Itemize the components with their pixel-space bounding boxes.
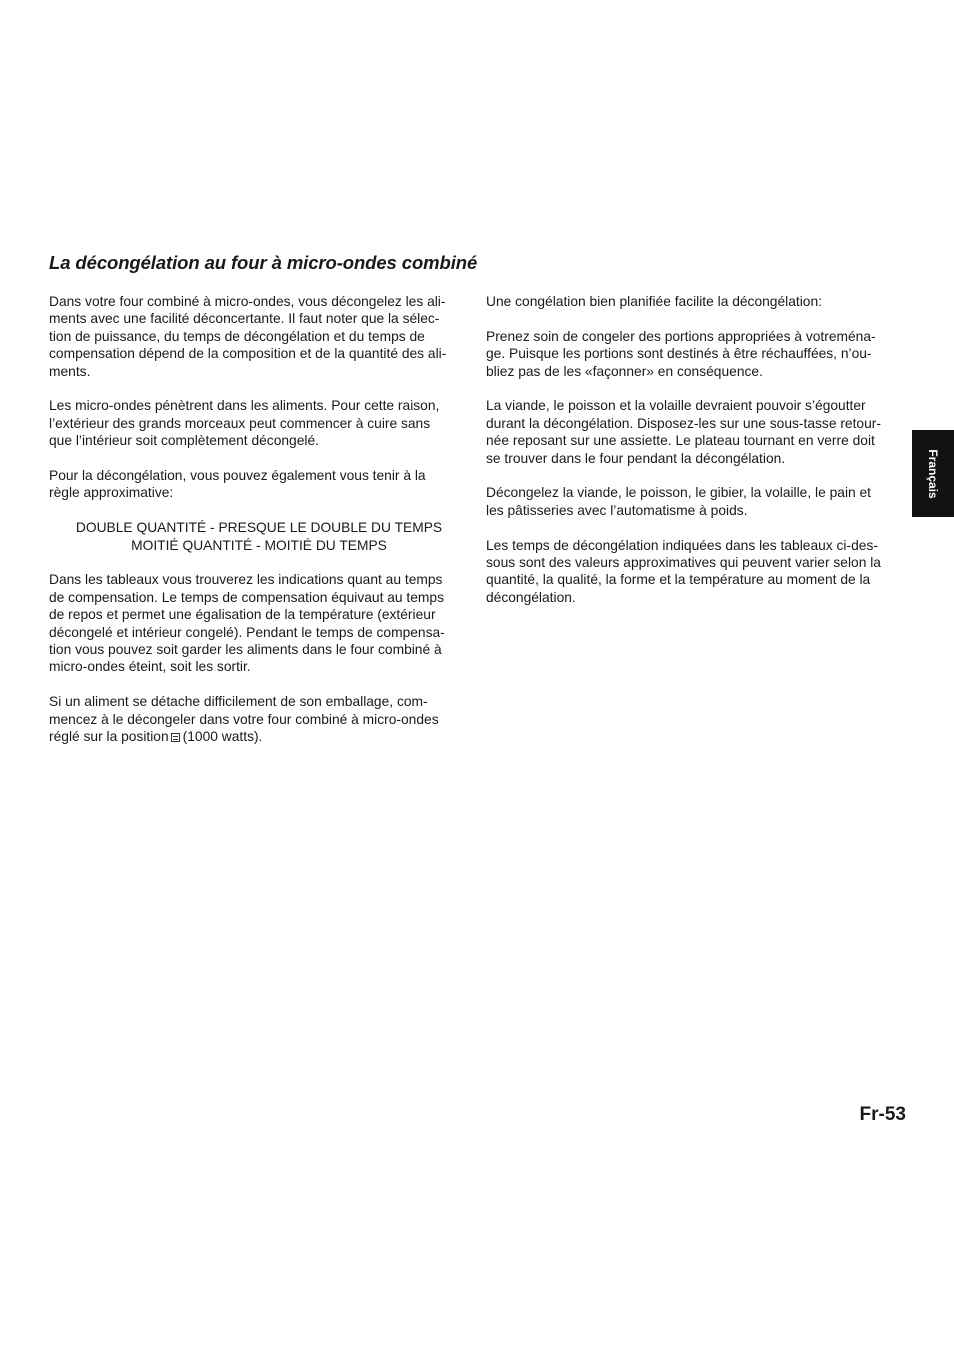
language-tab bbox=[912, 430, 954, 517]
page-number: Fr-53 bbox=[859, 1104, 906, 1125]
section-title: La décongélation au four à micro-ondes combiné bbox=[49, 252, 478, 273]
text-line: se trouver dans le four pendant la décongélation. bbox=[486, 450, 786, 466]
text-line: Les micro-ondes pénètrent dans les aliments. Pour cette raison, bbox=[49, 398, 440, 414]
language-tab-label: Français bbox=[926, 448, 940, 499]
text-line: décongelé et intérieur congelé). Pendant le temps de compensa- bbox=[49, 624, 445, 640]
text-line: de repos et permet une égalisation de la température (extérieur bbox=[49, 607, 436, 623]
paragraph bbox=[486, 397, 906, 467]
text-line: micro-ondes éteint, soit les sortir. bbox=[49, 659, 251, 675]
text-line: Pour la décongélation, vous pouvez également vous tenir à la bbox=[49, 468, 426, 484]
text-line: La viande, le poisson et la volaille devraient pouvoir s’égoutter bbox=[486, 398, 866, 414]
paragraph bbox=[486, 484, 906, 519]
paragraph bbox=[49, 397, 469, 449]
text-line: tion de puissance, du temps de décongélation et du temps de bbox=[49, 328, 425, 344]
text-line: mencez à le décongeler dans votre four combiné à micro-ondes bbox=[49, 711, 439, 727]
text-segment: (1000 watts). bbox=[182, 729, 263, 745]
paragraph bbox=[49, 693, 469, 745]
text-line: compensation dépend de la composition et de la quantité des ali- bbox=[49, 346, 447, 362]
text-line: quantité, la qualité, la forme et la température au moment de la bbox=[486, 572, 871, 588]
text-line: ments. bbox=[49, 363, 91, 379]
text-line: sous sont des valeurs approximatives qui peuvent varier selon la bbox=[486, 555, 881, 571]
paragraph bbox=[49, 571, 469, 675]
right-column bbox=[486, 293, 906, 624]
text-line: Si un aliment se détache difficilement de son emballage, com- bbox=[49, 694, 428, 710]
paragraph bbox=[49, 467, 469, 502]
text-line: que l’intérieur soit complètement décongelé. bbox=[49, 433, 319, 449]
text-line: Dans votre four combiné à micro-ondes, vous décongelez les ali- bbox=[49, 294, 446, 309]
text-line: Décongelez la viande, le poisson, le gibier, la volaille, le pain et bbox=[486, 485, 872, 501]
text-line: Les temps de décongélation indiquées dans les tableaux ci-des- bbox=[486, 537, 878, 553]
paragraph bbox=[486, 328, 906, 380]
text-line: Dans les tableaux vous trouverez les indications quant au temps bbox=[49, 572, 443, 588]
text-line: décongélation. bbox=[486, 589, 576, 605]
rule-line: DOUBLE QUANTITÉ - PRESQUE LE DOUBLE DU TEMPS bbox=[75, 520, 443, 536]
microwave-power-icon bbox=[171, 733, 180, 742]
paragraph bbox=[486, 537, 906, 607]
text-segment: réglé sur la position bbox=[49, 729, 169, 745]
left-column bbox=[49, 293, 469, 763]
text-line: de compensation. Le temps de compensation équivaut au temps bbox=[49, 589, 444, 605]
rule-line: MOITIÉ QUANTITÉ - MOITIÉ DU TEMPS bbox=[131, 537, 387, 553]
text-line bbox=[49, 728, 469, 745]
text-line: Une congélation bien planifiée facilite la décongélation: bbox=[486, 294, 822, 309]
paragraph bbox=[486, 293, 906, 310]
paragraph bbox=[49, 293, 469, 380]
text-line: durant la décongélation. Disposez-les sur une sous-tasse retour- bbox=[486, 415, 881, 431]
approximation-rule bbox=[49, 519, 469, 554]
text-line: les pâtisseries avec l’automatisme à poids. bbox=[486, 502, 748, 518]
text-line: ge. Puisque les portions sont destinés à être réchauffées, n’ou- bbox=[486, 346, 872, 362]
text-line: tion vous pouvez soit garder les aliments dans le four combiné à bbox=[49, 642, 442, 658]
text-line: règle approximative: bbox=[49, 485, 174, 501]
text-line: ments avec une facilité déconcertante. Il faut noter que la sélec- bbox=[49, 311, 440, 327]
text-line: l’extérieur des grands morceaux peut commencer à cuire sans bbox=[49, 415, 431, 431]
text-line: née reposant sur une assiette. Le plateau tournant en verre doit bbox=[486, 433, 875, 449]
text-line: Prenez soin de congeler des portions appropriées à votreména- bbox=[486, 328, 876, 344]
text-line: bliez pas de les «façonner» en conséquence. bbox=[486, 363, 763, 379]
